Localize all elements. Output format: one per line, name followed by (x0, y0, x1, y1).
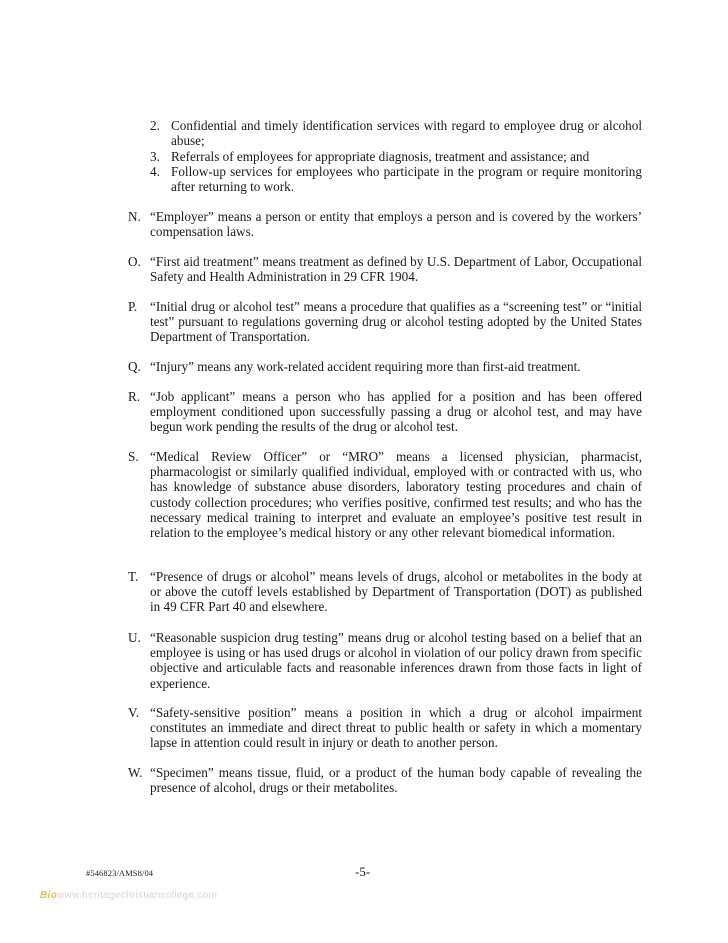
definition-letter: N. (128, 209, 141, 224)
page-number: -5- (355, 864, 371, 879)
definition-text: “Reasonable suspicion drug testing” means drug or alcohol testing based on a belief that an employee is using or has used drugs or alcohol in violation of our policy drawn from specific objective and articulable facts and reasonable inferences drawn from those facts in light of experience. (150, 630, 642, 691)
definition-text: “Specimen” means tissue, fluid, or a product of the human body capable of revealing the presence of alcohol, drugs or their metabolites. (150, 765, 642, 796)
definition-letter: R. (128, 389, 141, 404)
watermark (40, 890, 217, 901)
definition-injury (128, 359, 642, 374)
definition-letter: V. (128, 705, 140, 720)
definition-specimen (128, 765, 642, 795)
definition-text: “Injury” means any work-related accident requiring more than first-aid treatment. (150, 359, 581, 374)
watermark-text: www.heritagechristiancollege.com (57, 890, 218, 901)
definition-first-aid-treatment (128, 254, 642, 284)
definition-employer (128, 209, 642, 239)
definition-letter: O. (128, 254, 141, 269)
list-item (150, 164, 642, 195)
definition-initial-test (128, 299, 642, 345)
document-id: #546823/AMS8/04 (86, 868, 154, 878)
list-text: Confidential and timely identification services with regard to employee drug or alcohol abuse; (171, 118, 642, 149)
definition-text: “Safety-sensitive position” means a position in which a drug or alcohol impairment constitutes an immediate and direct threat to public health or safety in which a momentary lapse in attention could result in injury or death to another person. (150, 705, 642, 751)
definition-safety-sensitive-position (128, 705, 642, 751)
list-item (150, 118, 642, 149)
definition-medical-review-officer (128, 449, 642, 540)
definition-text: “Employer” means a person or entity that employs a person and is covered by the workers’ compensation laws. (150, 209, 642, 240)
definition-letter: W. (128, 765, 143, 780)
list-text: Referrals of employees for appropriate diagnosis, treatment and assistance; and (171, 148, 590, 164)
definition-presence-of-drugs (128, 569, 642, 615)
list-text: Follow-up services for employees who participate in the program or require monitoring after returning to work. (171, 163, 642, 195)
definition-letter: U. (128, 630, 141, 645)
definition-letter: S. (128, 449, 139, 464)
watermark-brand: Bio (40, 890, 58, 901)
list-item (150, 149, 642, 164)
definition-reasonable-suspicion (128, 630, 642, 691)
list-number: 3. (150, 148, 160, 164)
definition-text: “Initial drug or alcohol test” means a procedure that qualifies as a “screening test” or “initial test” pursuant to regulations governing drug or alcohol testing adopted by the United States Department of Transportation. (150, 299, 642, 345)
definition-text: “Job applicant” means a person who has applied for a position and has been offered employment conditioned upon successfully passing a drug or alcohol test, and may have begun work pending the results of the drug or alcohol test. (150, 389, 642, 435)
list-number: 4. (150, 163, 160, 179)
definition-text: “Presence of drugs or alcohol” means levels of drugs, alcohol or metabolites in the body at or above the cutoff levels established by Department of Transportation (DOT) as published in 49 CFR Part 40 and elsewhere. (150, 569, 642, 615)
definition-text: “Medical Review Officer” or “MRO” means a licensed physician, pharmacist, pharmacologist or similarly qualified individual, employed with or contracted with us, who has knowledge of substance abuse disorders, laboratory testing procedures and chain of custody collection procedures; who verifies positive, confirmed test results; and who has the necessary medical training to interpret and evaluate an employee’s positive test result in relation to the employee’s medical history or any other relevant biomedical information. (150, 449, 642, 541)
list-number: 2. (150, 118, 160, 133)
definition-job-applicant (128, 389, 642, 435)
numbered-sublist (150, 118, 642, 194)
definition-letter: Q. (128, 359, 141, 374)
definition-letter: T. (128, 569, 139, 584)
definition-letter: P. (128, 299, 138, 314)
definition-text: “First aid treatment” means treatment as defined by U.S. Department of Labor, Occupational Safety and Health Administration in 29 CFR 1904. (150, 254, 642, 285)
